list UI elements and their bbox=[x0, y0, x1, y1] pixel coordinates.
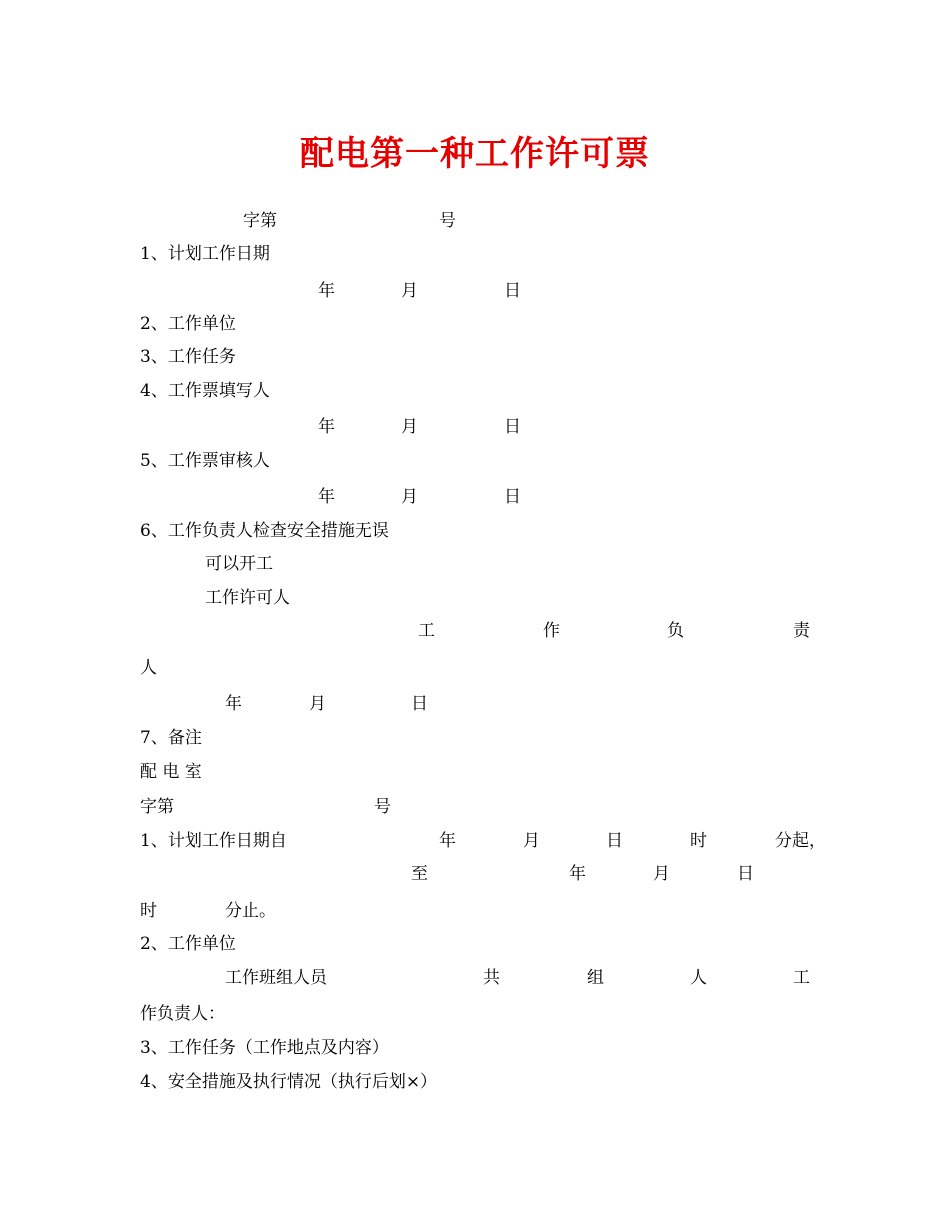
year-label: 年 bbox=[318, 487, 335, 507]
minute-start-label: 分起， bbox=[775, 831, 826, 851]
leader-char: 工 bbox=[418, 621, 435, 641]
leader-char: 负 bbox=[667, 621, 684, 641]
month-label: 月 bbox=[523, 831, 540, 851]
ticket-writer-label: 4、工作票填写人 bbox=[140, 381, 270, 401]
year-label: 年 bbox=[569, 864, 586, 884]
can-start-label: 可以开工 bbox=[205, 554, 273, 574]
day-label: 日 bbox=[504, 417, 521, 437]
work-unit-label: 2、工作单位 bbox=[140, 934, 236, 954]
leader-char: 作 bbox=[543, 621, 560, 641]
safety-measures-label: 4、安全措施及执行情况（执行后划×） bbox=[140, 1072, 438, 1092]
leader-char: 责 bbox=[793, 621, 810, 641]
serial-prefix: 字第 bbox=[140, 797, 174, 817]
work-task-label: 3、工作任务 bbox=[140, 347, 236, 367]
day-label: 日 bbox=[606, 831, 623, 851]
minute-end-label: 分止。 bbox=[225, 901, 276, 921]
serial-suffix: 号 bbox=[439, 211, 456, 231]
day-label: 日 bbox=[504, 487, 521, 507]
month-label: 月 bbox=[401, 417, 418, 437]
year-label: 年 bbox=[225, 694, 242, 714]
year-label: 年 bbox=[318, 281, 335, 301]
crew-members-label: 工作班组人员 bbox=[225, 968, 327, 988]
permitter-label: 工作许可人 bbox=[205, 588, 290, 608]
month-label: 月 bbox=[401, 281, 418, 301]
month-label: 月 bbox=[401, 487, 418, 507]
year-label: 年 bbox=[318, 417, 335, 437]
hour-label: 时 bbox=[690, 831, 707, 851]
day-label: 日 bbox=[504, 281, 521, 301]
day-label: 日 bbox=[737, 864, 754, 884]
crew-char: 人 bbox=[690, 968, 707, 988]
month-label: 月 bbox=[653, 864, 670, 884]
hour-label: 时 bbox=[140, 901, 157, 921]
remarks-label: 7、备注 bbox=[140, 728, 202, 748]
planned-date-label: 1、计划工作日期 bbox=[140, 244, 270, 264]
page-title: 配电第一种工作许可票 bbox=[300, 134, 650, 174]
planned-date-from-label: 1、计划工作日期自 bbox=[140, 831, 287, 851]
serial-prefix: 字第 bbox=[243, 211, 277, 231]
work-task-location-label: 3、工作任务（工作地点及内容） bbox=[140, 1038, 389, 1058]
month-label: 月 bbox=[309, 694, 326, 714]
crew-char: 工 bbox=[793, 968, 810, 988]
to-label: 至 bbox=[411, 864, 428, 884]
crew-char: 共 bbox=[483, 968, 500, 988]
serial-suffix: 号 bbox=[374, 797, 391, 817]
day-label: 日 bbox=[411, 694, 428, 714]
leader-char: 人 bbox=[140, 658, 157, 678]
crew-leader-label: 作负责人： bbox=[140, 1004, 225, 1024]
crew-char: 组 bbox=[587, 968, 604, 988]
safety-check-label: 6、工作负责人检查安全措施无误 bbox=[140, 521, 389, 541]
year-label: 年 bbox=[439, 831, 456, 851]
work-unit-label: 2、工作单位 bbox=[140, 314, 236, 334]
distribution-room-label: 配 电 室 bbox=[140, 762, 202, 782]
ticket-reviewer-label: 5、工作票审核人 bbox=[140, 451, 270, 471]
